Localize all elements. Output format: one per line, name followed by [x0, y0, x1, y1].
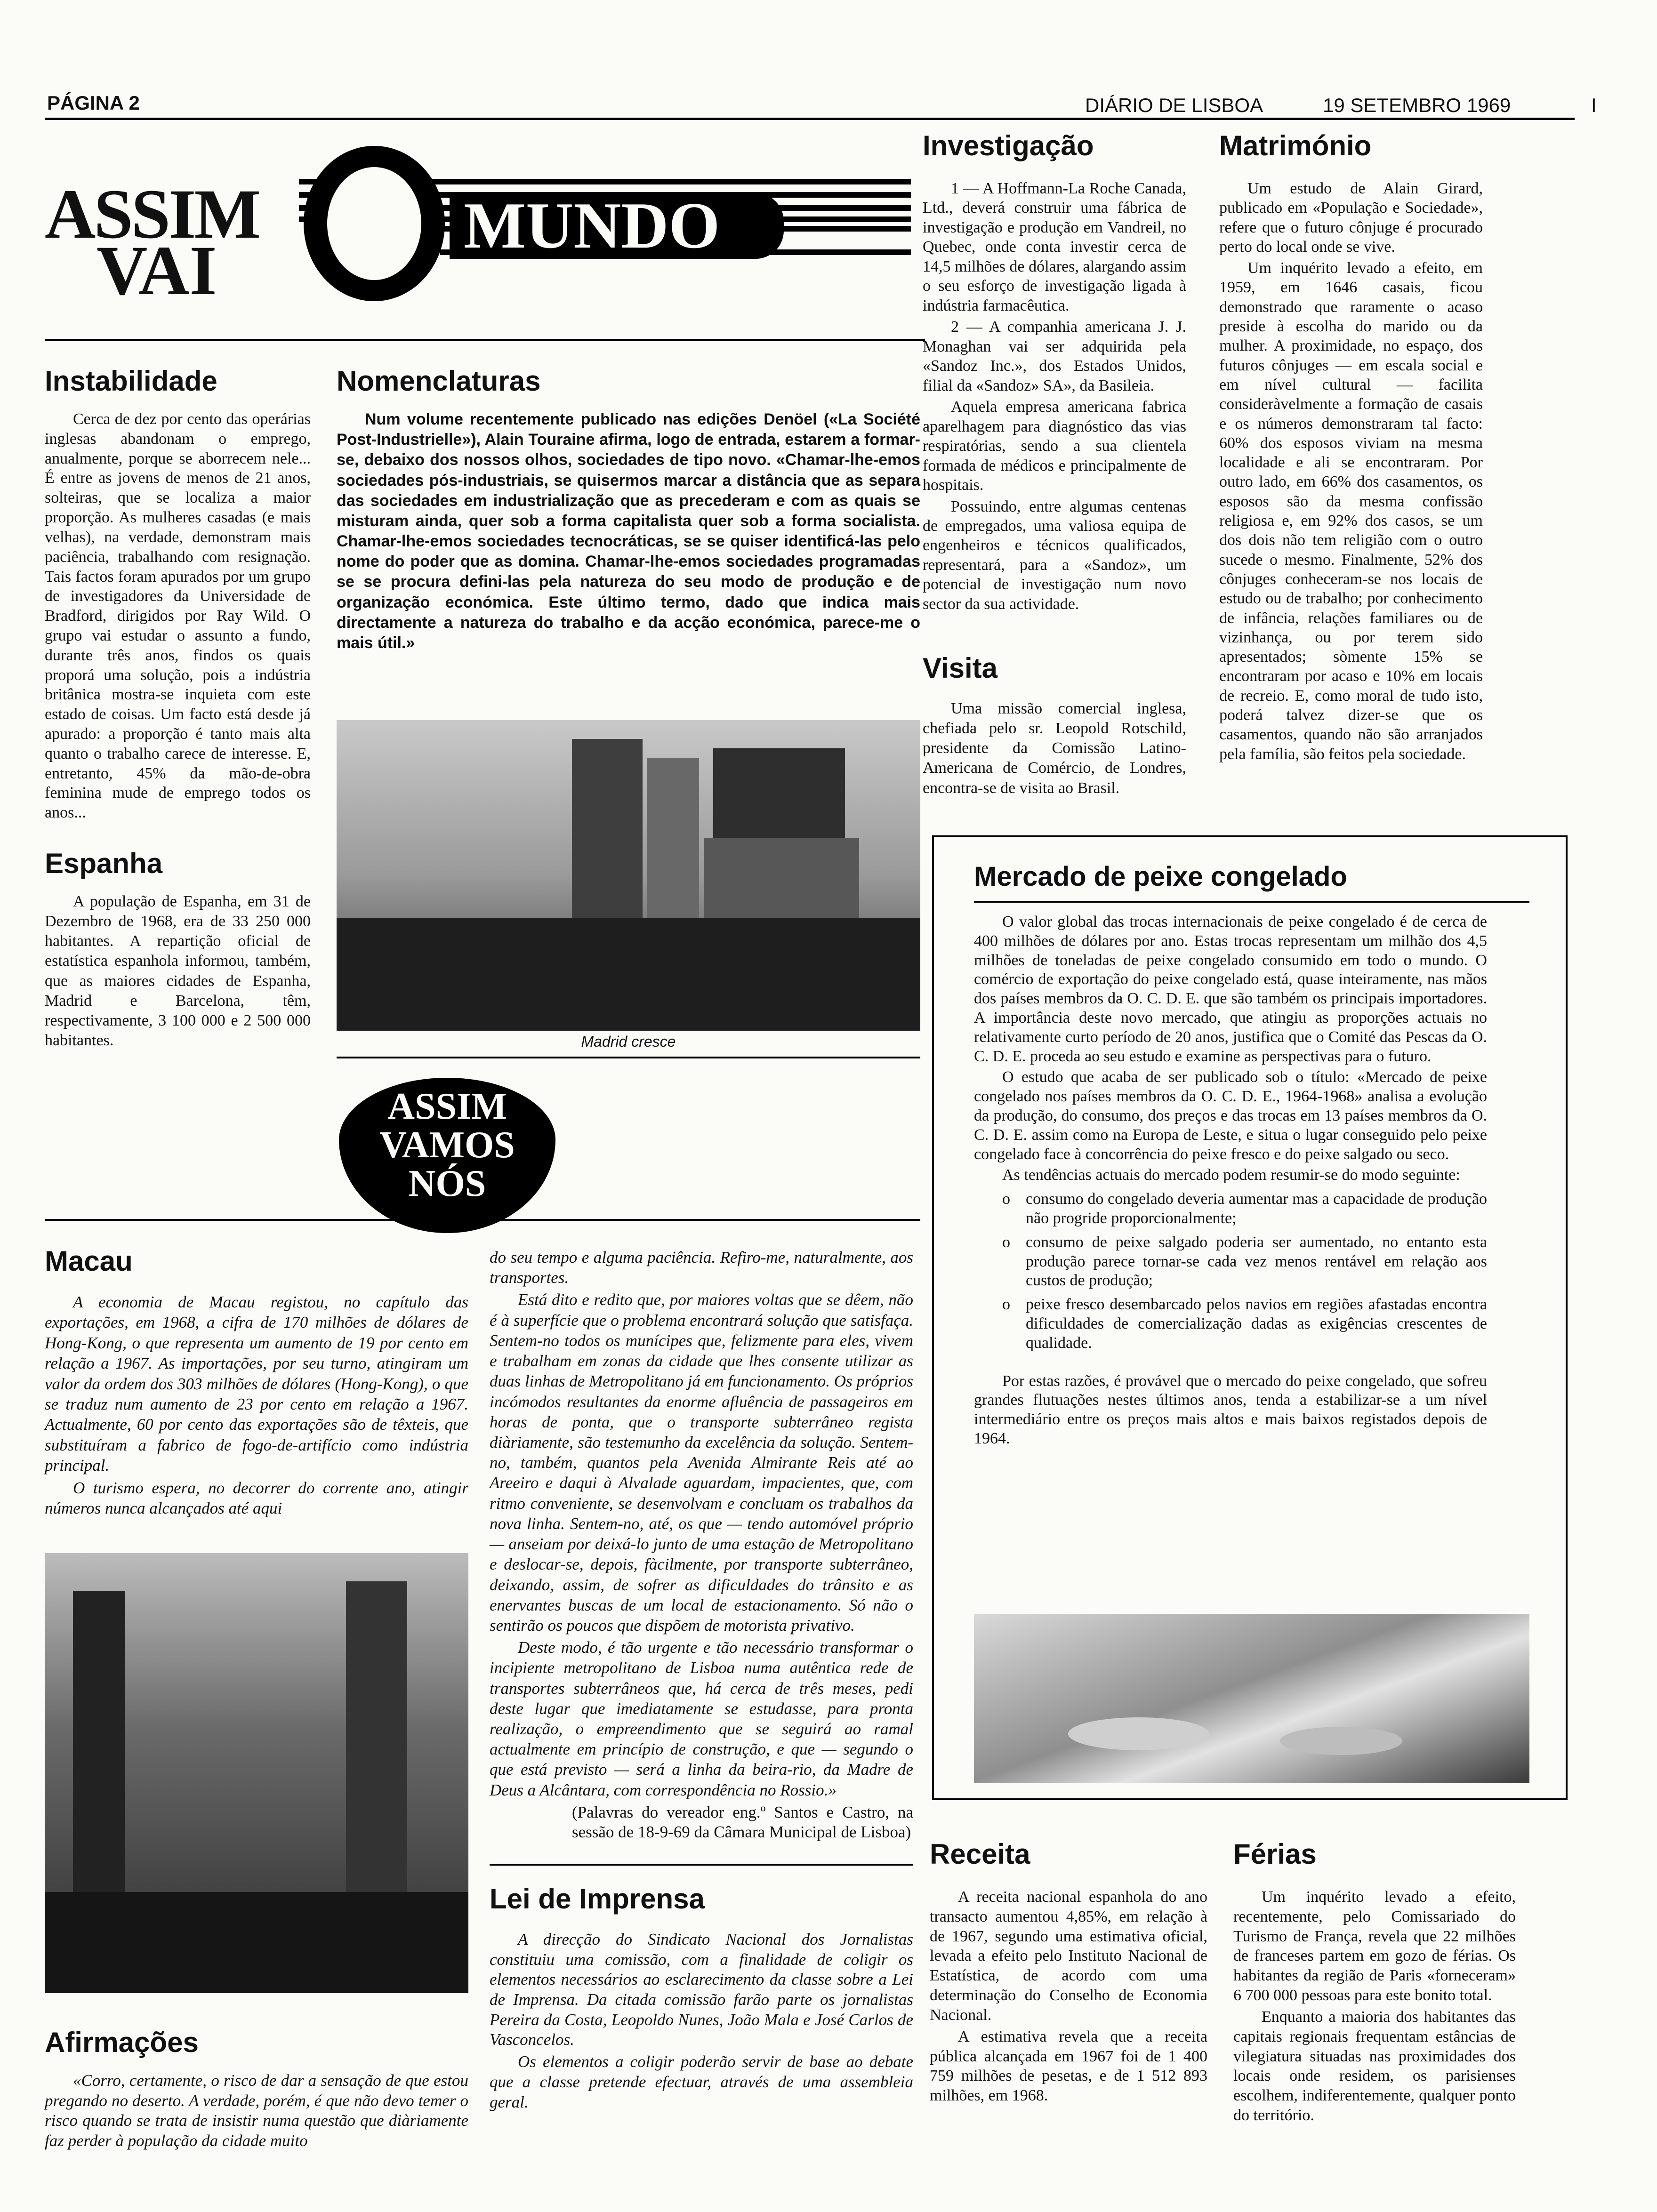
investigacao-p3: Aquela empresa americana fabrica aparelhagem para diagnóstico das vias respiratórias, sendo a sua clientela formada de médicos e principalmente de hospitais.: [923, 398, 1186, 494]
badge-line-vamos: VAMOS: [379, 1124, 515, 1166]
ferias-heading: Férias: [1233, 1838, 1317, 1870]
metro-p2: Está dito e redito que, por maiores voltas que se dêem, não é à superfície que o problema encontrará solução que satisfaça. Sentem-no todos os munícipes que, felizmente para eles, vivem e trabalham em zonas da cidade que lhes consente utilizar as duas linhas de Metropolitano já em funcionamento. Os próprios incómodos resultantes da enorme afluência de passageiros em horas de ponta, que o transporte subterrâneo regista diàriamente, são testemunho da excelência da solução. Sentem-no, também, quantos pela Avenida Almirante Reis até ao Areeiro e daqui à Alvalade aguardam, impacientes, que, com ritmo conveniente, se desenvolvam e concluam os trabalhos da nova linha. Sentem-no, até, os que — tendo automóvel próprio — anseiam por deixá-lo junto de uma estação de Metropolitano e deslocar-se, depois, fàcilmente, por transporte subterrâneo, deixando, assim, de sofrer as dificuldades do trânsito e as enervantes buscas de um local de estacionamento. Só não o sentirão os poucos que dispõem de motorista privativo.: [490, 1290, 913, 1635]
lei-p1: A direcção do Sindicato Nacional dos Jornalistas constituiu uma comissão, com a finalidade de coligir os elementos necessários ao esclarecimento da classe sobre a Lei de Imprensa. Da citada comissão farão parte os jornalistas Pereira da Costa, Leopoldo Nunes, João Mala e José Carlos de Vasconcelos.: [490, 1930, 913, 2049]
investigacao-p4: Possuindo, entre algumas centenas de empregados, uma valiosa equipa de engenheiros e técnicos qualificados, representará, para a «Sandoz», um potencial de investigação num novo sector da sua actividade.: [923, 497, 1186, 613]
metro-source: [572, 1803, 913, 1844]
lei-p2: Os elementos a coligir poderão servir de base ao debate que a classe pretende efectuar, através de uma assembleia geral.: [490, 2052, 913, 2111]
page-number: PÁGINA 2: [47, 92, 140, 114]
metro-article: [490, 1247, 913, 1802]
macau-article: [45, 1292, 468, 1520]
afirmacoes-heading: Afirmações: [45, 2027, 199, 2058]
issue-date: 19 SETEMBRO 1969: [1323, 94, 1511, 116]
receita-p1: A receita nacional espanhola do ano transacto aumentou 4,85%, em relação à de 1967, segundo uma estimativa oficial, levada a efeito pelo Instituto Nacional de Estatística, de acordo com uma determinação do Conselho de Economia Nacional.: [930, 1888, 1207, 2024]
nomenclaturas-heading: Nomenclaturas: [337, 365, 541, 397]
mercado-heading-rule: [974, 901, 1529, 903]
visita-text: Uma missão comercial inglesa, chefiada pelo sr. Leopold Rotschild, presidente da Comissão Latino-Americana de Comércio, de Londres, encontra-se de visita ao Brasil.: [923, 700, 1186, 797]
masthead-assim: ASSIM: [45, 175, 259, 253]
afirmacoes-text: «Corro, certamente, o risco de dar a sensação de que estou pregando no deserto. A verdade, porém, é que não devo temer o risco quando se trata de insistir numa questão que diàriamente faz perder à população da cidade muito: [45, 2071, 468, 2150]
espanha-article: [45, 892, 311, 1052]
section-divider: [45, 1219, 920, 1221]
mercado-article: [974, 913, 1487, 1451]
instabilidade-heading: Instabilidade: [45, 365, 217, 397]
madrid-photo-caption: Madrid cresce: [581, 1033, 676, 1050]
matrimonio-p2: Um inquérito levado a efeito, em 1959, em 1646 casais, ficou demonstrado que raramente o acaso preside à escolha do marido ou da mulher. A proximidade, no espaço, dos futuros cônjuges — em escala social e em nível cultural — facilita consideràvelmente a formação de casais e os números demonstraram tal facto: 60% dos esposos viviam na mesma localidade e ali se encontraram. Por outro lado, em 66% dos casamentos, os esposos são da mesma confissão religiosa e, em 92% dos casos, se um dos dois não tem religião com o outro sucede o mesmo. Finalmente, 52% dos cônjuges conheceram-se nos locais de estudo ou de trabalho; por conhecimento de infância, relações familiares ou de vizinhança, ou por terem sido apresentados; sòmente 15% se encontraram por acaso e 10% em locais de recreio. E, como moral de tudo isto, poderá talvez dizer-se que os casamentos, quando não são arranjados pela família, são feitos pela sociedade.: [1219, 259, 1483, 763]
mercado-p3: As tendências actuais do mercado podem resumir-se do modo seguinte:: [1002, 1166, 1460, 1184]
espanha-heading: Espanha: [45, 848, 163, 879]
lei-imprensa-article: [490, 1930, 913, 2114]
masthead-rule: [45, 339, 925, 341]
mercado-trend-item: o consumo do congelado deveria aumentar mas a capacidade de produção não progride proporcionalmente;: [974, 1190, 1487, 1228]
receita-p2: A estimativa revela que a receita pública alcançada em 1967 foi de 1 400 759 milhões de pesetas, e de 1 512 893 milhões, em 1968.: [930, 2028, 1207, 2105]
matrimonio-p1: Um estudo de Alain Girard, publicado em «População e Sociedade», refere que o futuro cônjuge é procurado perto do local onde se vive.: [1219, 180, 1483, 256]
nomenclaturas-bottom-rule: [337, 1057, 920, 1058]
nomenclaturas-text: Num volume recentemente publicado nas edições Denöel («La Société Post-Industrielle»), Alain Touraine afirma, logo de entrada, estarem a formar-se, debaixo dos nossos olhos, sociedades de tipo novo. «Chamar-lhe-emos sociedades pós-industriais, se quisermos marcar a distância que as separa das sociedades em industrialização que as precederam e com as quais se misturam ainda, quer sob a forma capitalista quer sob a forma socialista. Chamar-lhe-emos sociedades tecnocráticas, se se quiser identificá-las pelo nome do poder que as domina. Chamar-lhe-emos sociedades programadas se se procura defini-las pela natureza do seu modo de produção e de organização económica. Este último termo, dado que indica mais directamente a natureza do trabalho e da acção económica, parece-me o mais útil.»: [337, 410, 920, 652]
lei-imprensa-heading: Lei de Imprensa: [490, 1883, 705, 1915]
visita-article: [923, 699, 1186, 800]
instabilidade-text: Cerca de dez por cento das operárias inglesas abandonam o emprego, anualmente, porque se aborrecem nele... É entre as jovens de menos de 21 anos, solteiras, que se localiza a maior proporção. As mulheres casadas (e mais velhas), na verdade, demonstram mais paciência, trabalhando com resignação. Tais factos foram apurados por um grupo de investigadores da Universidade de Bradford, dirigidos por Ray Wild. O grupo vai estudar o assunto a fundo, durante três anos, findos os quais proporá uma solução, pois a indústria britânica mostra-se inquieta com este estado de coisas. Um facto está desde já apurado: a proporção é tanto mais alta quanto o trabalho carece de interesse. E, entretanto, 45% da mão-de-obra feminina mude de emprego todos os anos...: [45, 410, 311, 822]
macau-street-photo: [45, 1553, 468, 1993]
investigacao-article: [923, 179, 1186, 616]
madrid-photo: [337, 720, 920, 1031]
mercado-p1: O valor global das trocas internacionais de peixe congelado é de cerca de 400 milhões de dólares por ano. Estas trocas representam um milhão dos 4,5 milhões de toneladas de peixe congelado consumido em todo o mundo. O comércio de exportação do peixe congelado está, quase inteiramente, nas mãos dos países membros da O. C. D. E. que são também os principais importadores. A importância deste novo mercado, que atingiu as proporções actuais no relativamente curto período de 20 anos, justifica que o Comité das Pescas da O. C. D. E. proceda ao seu estudo e examine as perspectivas para o futuro.: [974, 913, 1487, 1065]
frozen-fish-photo: [974, 1614, 1529, 1783]
metro-p1: do seu tempo e alguma paciência. Refiro-me, naturalmente, aos transportes.: [490, 1248, 913, 1287]
ferias-article: [1233, 1887, 1516, 2127]
assim-vamos-nos-badge: [339, 1078, 555, 1233]
investigacao-heading: Investigação: [923, 130, 1094, 161]
ferias-p2: Enquanto a maioria dos habitantes das capitais regionais frequentam estâncias de vilegiatura situadas nas proximidades dos locais onde residem, os parisienses escolhem, indiferentemente, qualquer ponto do território.: [1233, 2008, 1516, 2124]
masthead-assim-vai-o-mundo: [45, 141, 925, 339]
metro-source-text: (Palavras do vereador eng.º Santos e Castro, na sessão de 18-9-69 da Câmara Municipal de Lisboa): [572, 1803, 913, 1841]
macau-heading: Macau: [45, 1245, 133, 1277]
masthead-mundo: MUNDO: [450, 193, 784, 259]
mercado-heading: Mercado de peixe congelado: [974, 861, 1347, 892]
masthead-o-circle: [304, 146, 445, 301]
nomenclaturas-article: [337, 409, 920, 655]
masthead-vai: VAI: [97, 232, 217, 310]
mercado-p4: Por estas razões, é provável que o mercado do peixe congelado, que sofreu grandes flutuações nestes últimos anos, tenda a estabilizar-se a um nível intermediário entre os preços mais altos e mais baixos registados depois de 1964.: [974, 1372, 1487, 1447]
receita-article: [930, 1887, 1207, 2108]
instabilidade-article: [45, 409, 311, 825]
metro-bottom-rule: [490, 1864, 913, 1866]
receita-heading: Receita: [930, 1838, 1030, 1870]
ferias-p1: Um inquérito levado a efeito, recentemente, pelo Comissariado do Turismo de França, revela que 22 milhões de franceses partem em gozo de férias. Os habitantes da região de Paris «forneceram» 6 700 000 pessoas para este bonito total.: [1233, 1888, 1516, 2004]
espanha-text: A população de Espanha, em 31 de Dezembro de 1968, era de 33 250 000 habitantes. A repartição oficial de estatística espanhola informou, também, que as maiores cidades de Espanha, Madrid e Barcelona, têm, respectivamente, 3 100 000 e 2 500 000 habitantes.: [45, 893, 311, 1050]
mercado-trend-item: o peixe fresco desembarcado pelos navios em regiões afastadas encontra dificuldades de comercialização dadas as exigências crescentes de qualidade.: [974, 1295, 1487, 1353]
mercado-trend-item: o consumo de peixe salgado poderia ser aumentado, no entanto esta produção parece tornar-se cada vez menos rentável em relação aos custos de produção;: [974, 1233, 1487, 1290]
visita-heading: Visita: [923, 652, 997, 684]
page-corner-mark: I: [1591, 94, 1597, 116]
macau-p1: A economia de Macau registou, no capítulo das exportações, em 1968, a cifra de 170 milhões de dólares de Hong-Kong, o que representa um aumento de 19 por cento em relação a 1967. As importações, por seu turno, atingiram um valor da ordem dos 303 milhões de dólares (Hong-Kong), o que se traduz num aumento de 23 por cento em relação a 1967. Actualmente, 60 por cento das exportações são de têxteis, que substituíram a fabrico de fogo-de-artifício como indústria principal.: [45, 1293, 468, 1475]
badge-line-nos: NÓS: [408, 1163, 486, 1204]
matrimonio-article: [1219, 179, 1483, 766]
newspaper-name: DIÁRIO DE LISBOA: [1085, 94, 1263, 116]
badge-line-assim: ASSIM: [387, 1086, 507, 1127]
mercado-peixe-box: [932, 835, 1568, 1800]
investigacao-p2: 2 — A companhia americana J. J. Monaghan vai ser adquirida pela «Sandoz Inc.», dos Estados Unidos, filial da «Sandoz» SA», da Basileia.: [923, 318, 1186, 394]
mercado-p2: O estudo que acaba de ser publicado sob o título: «Mercado de peixe congelado nos países membros da O. C. D. E., 1964-1968» analisa a evolução da produção, do consumo, dos preços e das trocas em 13 países membros da O. C. D. E. assim como na Europa de Leste, e situa o lugar conseguido pelo peixe congelado face à concorrência do peixe fresco e do peixe salgado ou seco.: [974, 1068, 1487, 1163]
metro-p3: Deste modo, é tão urgente e tão necessário transformar o incipiente metropolitano de Lisboa numa autêntica rede de transportes subterrâneos que, há cerca de três meses, pedi deste lugar que imediatamente se estudasse, para pronta realização, o empreendimento que se seguirá ao ramal actualmente em princípio de construção, e que — segundo o que está previsto — será a linha da beira-rio, da Madre de Deus a Alcântara, com correspondência no Rossio.»: [490, 1638, 913, 1799]
investigacao-p1: 1 — A Hoffmann-La Roche Canada, Ltd., deverá construir uma fábrica de investigação e produção em Vandreil, no Quebec, onde conta investir cerca de 14,5 milhões de dólares, alargando assim o seu esforço de investigação ligada à indústria farmacêutica.: [923, 180, 1186, 314]
matrimonio-heading: Matrimónio: [1219, 130, 1372, 161]
header-rule: [45, 118, 1575, 120]
macau-p2: O turismo espera, no decorrer do corrente ano, atingir números nunca alcançados até aqui: [45, 1478, 468, 1517]
afirmacoes-article: [45, 2071, 468, 2153]
mercado-trends-list: [974, 1190, 1487, 1353]
